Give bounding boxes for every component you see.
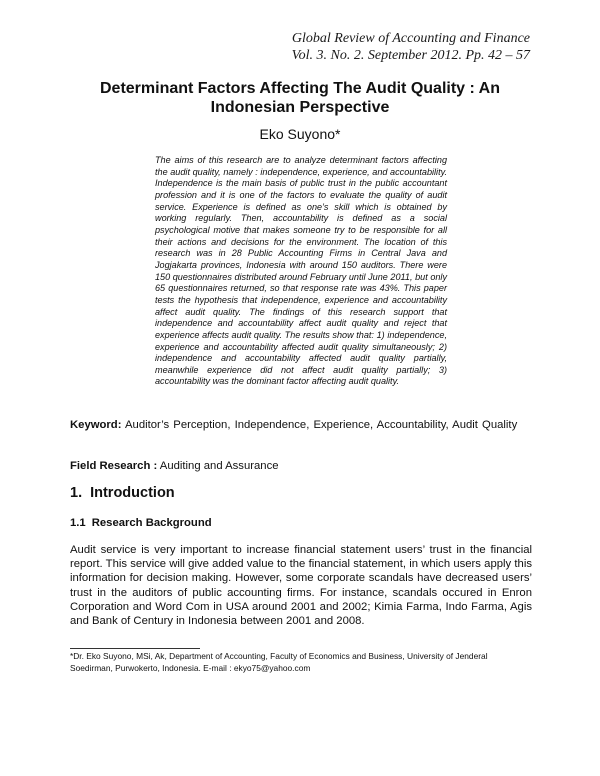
- journal-header: [292, 30, 530, 64]
- section-title: Introduction: [90, 485, 175, 501]
- footnote: *Dr. Eko Suyono, MSi, Ak, Department of Accounting, Faculty of Economics and Business, University of Jenderal Soedirman, Purwokerto, Indonesia. E-mail : ekyo75@yahoo.com: [70, 651, 488, 673]
- journal-citation: Vol. 3. No. 2. September 2012. Pp. 42 – 57: [291, 48, 530, 63]
- field-research-text: Auditing and Assurance: [159, 460, 279, 472]
- footnote-divider: [70, 648, 200, 649]
- journal-name: Global Review of Accounting and Finance: [291, 31, 530, 46]
- author-name: Eko Suyono*: [259, 126, 341, 142]
- subsection-number: 1.1: [70, 517, 86, 529]
- keywords-label: Keyword:: [70, 419, 122, 431]
- section-number: 1.: [70, 485, 83, 501]
- paper-title: Determinant Factors Affecting The Audit Quality : An Indonesian Perspective: [99, 80, 501, 116]
- field-research: [70, 459, 532, 473]
- keywords: [70, 418, 532, 432]
- subsection-heading: [70, 516, 212, 530]
- body-paragraph: Audit service is very important to increase financial statement users’ trust in the financial report. This service will give added value to the financial statement, in which users apply this information for decision making. However, some corporate scandals have decreased users’ trust in the auditors of public accounting firms. For instance, scandals occured in Enron Corporation and Word Com in USA around 2001 and 2002; Kimia Farma, Indo Farma, Agis and Bank of Century in Indonesia between 2001 and 2008.: [70, 544, 532, 628]
- section-heading: [70, 484, 175, 502]
- field-research-label: Field Research :: [70, 460, 158, 472]
- keywords-text: Auditor’s Perception, Independence, Experience, Accountability, Audit Quality: [125, 419, 518, 431]
- subsection-title: Research Background: [91, 517, 212, 529]
- abstract: The aims of this research are to analyze determinant factors affecting the audit quality, namely : independence, experience, and accountability. Independence is the main basis of public trust in the public accountant profession and it is one of the factors to evaluate the quality of audit service. Experience is defined as one’s skill which is obtained by working regularly. Then, accountability is defined as a social psychological motive that makes someone try to be responsible for all their actions and decisions for the environment. The location of this research was in 28 Public Accounting Firms in Central Java and Jogjakarta provinces, Indonesia with around 150 auditors. There were 150 questionnaires distributed around February until June 2011, but only 65 questionnaires returned, so that response rate was 43%. This paper tests the hypothesis that independence, experience and accountability affect audit quality. The findings of this research support that independence and accountability affect audit quality and reject that experience affects audit quality. The results show that: 1) independence, experience and accountability affected audit quality simultaneously; 2) independence and accountability affected audit quality partially, meanwhile experience did not affect audit quality partially; 3) accountability was the dominant factor affecting audit quality.: [155, 155, 447, 387]
